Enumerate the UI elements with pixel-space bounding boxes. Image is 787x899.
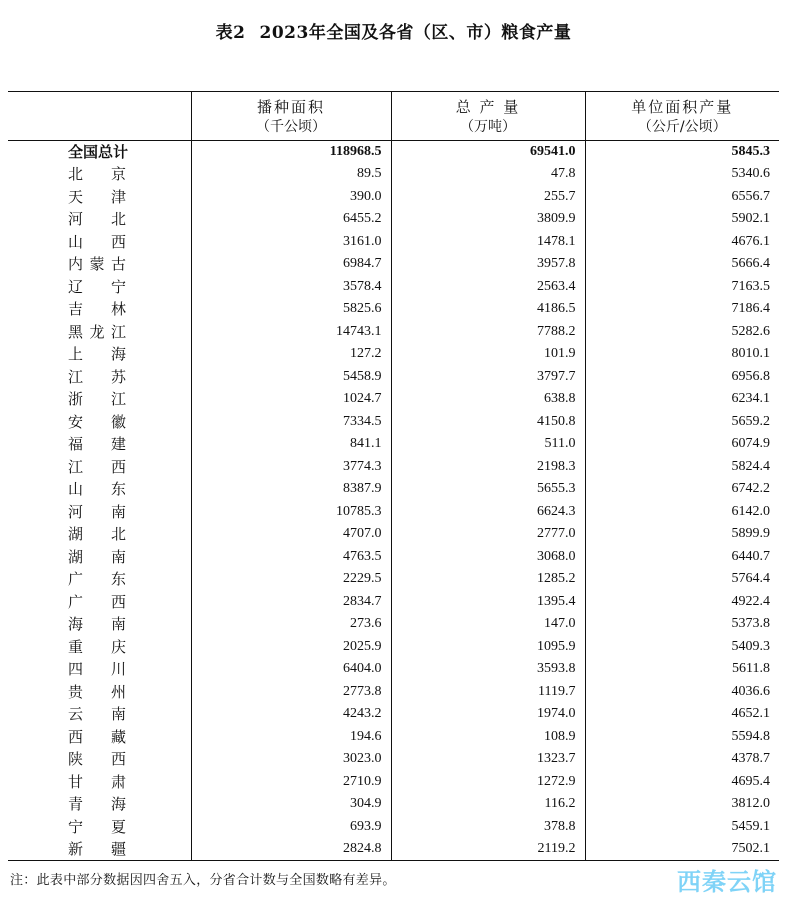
area-cell: 841.1 xyxy=(191,433,391,456)
area-cell: 6455.2 xyxy=(191,208,391,231)
table-title xyxy=(0,18,787,43)
region-name-cell xyxy=(8,681,191,704)
table-row xyxy=(8,703,779,726)
area-cell: 2834.7 xyxy=(191,591,391,614)
region-name-cell xyxy=(8,298,191,321)
output-cell: 1395.4 xyxy=(391,591,585,614)
output-cell: 2563.4 xyxy=(391,276,585,299)
yield-cell: 5340.6 xyxy=(585,163,779,186)
table-row xyxy=(8,793,779,816)
table-row xyxy=(8,253,779,276)
area-cell: 390.0 xyxy=(191,186,391,209)
yield-cell: 6440.7 xyxy=(585,546,779,569)
table-row xyxy=(8,748,779,771)
yield-cell: 5611.8 xyxy=(585,658,779,681)
region-name-cell xyxy=(8,231,191,254)
table-row xyxy=(8,658,779,681)
region-name-cell xyxy=(8,546,191,569)
region-name-cell xyxy=(8,141,191,164)
yield-cell: 6742.2 xyxy=(585,478,779,501)
region-name: 黑龙江 xyxy=(68,322,126,341)
region-name: 上海 xyxy=(68,345,126,364)
output-cell: 1285.2 xyxy=(391,568,585,591)
output-cell: 2119.2 xyxy=(391,838,585,861)
region-name: 海南 xyxy=(68,615,126,634)
region-name: 新疆 xyxy=(68,840,126,858)
region-name-cell xyxy=(8,478,191,501)
area-cell: 4243.2 xyxy=(191,703,391,726)
output-cell: 1478.1 xyxy=(391,231,585,254)
region-name: 辽宁 xyxy=(68,277,126,296)
area-cell: 693.9 xyxy=(191,816,391,839)
area-cell: 3023.0 xyxy=(191,748,391,771)
region-name: 山西 xyxy=(68,232,126,251)
area-cell: 5458.9 xyxy=(191,366,391,389)
table-row xyxy=(8,501,779,524)
area-cell: 10785.3 xyxy=(191,501,391,524)
yield-cell: 5594.8 xyxy=(585,726,779,749)
area-cell: 127.2 xyxy=(191,343,391,366)
yield-cell: 5902.1 xyxy=(585,208,779,231)
output-cell: 4186.5 xyxy=(391,298,585,321)
yield-cell: 5659.2 xyxy=(585,411,779,434)
region-name: 湖北 xyxy=(68,525,126,544)
table-row xyxy=(8,591,779,614)
region-name-cell xyxy=(8,816,191,839)
output-cell: 1974.0 xyxy=(391,703,585,726)
yield-cell: 7186.4 xyxy=(585,298,779,321)
output-cell: 1272.9 xyxy=(391,771,585,794)
yield-cell: 7502.1 xyxy=(585,838,779,861)
table-row xyxy=(8,726,779,749)
region-name: 广西 xyxy=(68,592,126,611)
footnote: 注：此表中部分数据因四舍五入，分省合计数与全国数略有差异。 xyxy=(10,873,396,888)
yield-cell: 5459.1 xyxy=(585,816,779,839)
yield-cell: 6956.8 xyxy=(585,366,779,389)
table-row xyxy=(8,411,779,434)
area-cell: 89.5 xyxy=(191,163,391,186)
region-name-cell xyxy=(8,343,191,366)
table-row-total xyxy=(8,141,779,164)
area-cell: 3578.4 xyxy=(191,276,391,299)
yield-cell: 4378.7 xyxy=(585,748,779,771)
output-cell: 638.8 xyxy=(391,388,585,411)
table-row xyxy=(8,276,779,299)
area-cell: 1024.7 xyxy=(191,388,391,411)
yield-cell: 6142.0 xyxy=(585,501,779,524)
table-row xyxy=(8,613,779,636)
output-cell: 3068.0 xyxy=(391,546,585,569)
area-cell: 3161.0 xyxy=(191,231,391,254)
header-yield xyxy=(585,92,779,141)
header-region xyxy=(8,92,191,141)
output-cell: 1323.7 xyxy=(391,748,585,771)
output-cell: 3809.9 xyxy=(391,208,585,231)
region-name: 青海 xyxy=(68,795,126,814)
region-name-cell xyxy=(8,636,191,659)
output-cell: 3797.7 xyxy=(391,366,585,389)
output-cell: 69541.0 xyxy=(391,141,585,164)
area-cell: 2773.8 xyxy=(191,681,391,704)
region-name-cell xyxy=(8,703,191,726)
region-name: 江西 xyxy=(68,457,126,476)
output-cell: 108.9 xyxy=(391,726,585,749)
table-number: 表2 xyxy=(215,23,246,43)
region-name-cell xyxy=(8,726,191,749)
table-row xyxy=(8,321,779,344)
table-title-text: 2023年全国及各省（区、市）粮食产量 xyxy=(259,23,572,43)
table-row xyxy=(8,208,779,231)
region-name: 浙江 xyxy=(68,390,126,409)
region-name: 甘肃 xyxy=(68,772,126,791)
region-name-cell xyxy=(8,433,191,456)
area-cell: 5825.6 xyxy=(191,298,391,321)
region-name: 天津 xyxy=(68,187,126,206)
region-name-cell xyxy=(8,523,191,546)
output-cell: 1095.9 xyxy=(391,636,585,659)
table-row xyxy=(8,163,779,186)
yield-cell: 5899.9 xyxy=(585,523,779,546)
table-row xyxy=(8,546,779,569)
table-row xyxy=(8,298,779,321)
table-row xyxy=(8,636,779,659)
yield-cell: 5282.6 xyxy=(585,321,779,344)
header-yield-unit: （公斤/公顷） xyxy=(637,119,727,135)
output-cell: 1119.7 xyxy=(391,681,585,704)
region-name: 吉林 xyxy=(68,300,126,319)
region-name-cell xyxy=(8,366,191,389)
area-cell: 194.6 xyxy=(191,726,391,749)
output-cell: 5655.3 xyxy=(391,478,585,501)
output-cell: 3957.8 xyxy=(391,253,585,276)
grain-output-table xyxy=(8,91,779,861)
output-cell: 7788.2 xyxy=(391,321,585,344)
yield-cell: 4695.4 xyxy=(585,771,779,794)
output-cell: 147.0 xyxy=(391,613,585,636)
region-name-cell xyxy=(8,658,191,681)
header-yield-label: 单位面积产量 xyxy=(631,98,734,116)
region-name: 河南 xyxy=(68,502,126,521)
area-cell: 2710.9 xyxy=(191,771,391,794)
region-name: 陕西 xyxy=(68,750,126,769)
header-output-label: 总 产 量 xyxy=(455,98,521,116)
region-name: 贵州 xyxy=(68,682,126,701)
region-name: 北京 xyxy=(68,165,126,184)
region-name-cell xyxy=(8,456,191,479)
header-output xyxy=(391,92,585,141)
area-cell: 4763.5 xyxy=(191,546,391,569)
yield-cell: 5824.4 xyxy=(585,456,779,479)
area-cell: 273.6 xyxy=(191,613,391,636)
table-row xyxy=(8,478,779,501)
region-name: 内蒙古 xyxy=(68,255,126,274)
table-row xyxy=(8,523,779,546)
output-cell: 4150.8 xyxy=(391,411,585,434)
output-cell: 255.7 xyxy=(391,186,585,209)
area-cell: 2229.5 xyxy=(191,568,391,591)
output-cell: 511.0 xyxy=(391,433,585,456)
output-cell: 116.2 xyxy=(391,793,585,816)
area-cell: 304.9 xyxy=(191,793,391,816)
region-name: 西藏 xyxy=(68,727,126,746)
yield-cell: 3812.0 xyxy=(585,793,779,816)
area-cell: 8387.9 xyxy=(191,478,391,501)
yield-cell: 8010.1 xyxy=(585,343,779,366)
area-cell: 6984.7 xyxy=(191,253,391,276)
yield-cell: 5845.3 xyxy=(585,141,779,164)
region-name: 四川 xyxy=(68,660,126,679)
table-row xyxy=(8,771,779,794)
table-row xyxy=(8,343,779,366)
region-name-cell xyxy=(8,613,191,636)
region-name: 福建 xyxy=(68,435,126,454)
yield-cell: 4036.6 xyxy=(585,681,779,704)
area-cell: 118968.5 xyxy=(191,141,391,164)
region-name: 江苏 xyxy=(68,367,126,386)
region-name-cell xyxy=(8,793,191,816)
region-name: 安徽 xyxy=(68,412,126,431)
header-row xyxy=(8,92,779,141)
region-name: 广东 xyxy=(68,570,126,589)
header-area xyxy=(191,92,391,141)
area-cell: 6404.0 xyxy=(191,658,391,681)
region-name-cell xyxy=(8,748,191,771)
yield-cell: 4652.1 xyxy=(585,703,779,726)
header-output-unit: （万吨） xyxy=(460,119,516,135)
region-name-cell xyxy=(8,321,191,344)
yield-cell: 6074.9 xyxy=(585,433,779,456)
region-name-cell xyxy=(8,591,191,614)
table-row xyxy=(8,816,779,839)
area-cell: 3774.3 xyxy=(191,456,391,479)
area-cell: 4707.0 xyxy=(191,523,391,546)
area-cell: 14743.1 xyxy=(191,321,391,344)
yield-cell: 6234.1 xyxy=(585,388,779,411)
output-cell: 101.9 xyxy=(391,343,585,366)
yield-cell: 4922.4 xyxy=(585,591,779,614)
table-row xyxy=(8,388,779,411)
region-name-cell xyxy=(8,838,191,861)
table-row xyxy=(8,568,779,591)
region-name: 宁夏 xyxy=(68,817,126,836)
region-name: 重庆 xyxy=(68,637,126,656)
region-name-cell xyxy=(8,501,191,524)
region-name: 湖南 xyxy=(68,547,126,566)
region-name-cell xyxy=(8,568,191,591)
output-cell: 6624.3 xyxy=(391,501,585,524)
output-cell: 3593.8 xyxy=(391,658,585,681)
yield-cell: 5764.4 xyxy=(585,568,779,591)
region-name: 全国总计 xyxy=(68,143,129,161)
region-name-cell xyxy=(8,276,191,299)
area-cell: 2824.8 xyxy=(191,838,391,861)
table-row xyxy=(8,186,779,209)
yield-cell: 6556.7 xyxy=(585,186,779,209)
area-cell: 2025.9 xyxy=(191,636,391,659)
region-name-cell xyxy=(8,253,191,276)
table-row xyxy=(8,838,779,861)
output-cell: 378.8 xyxy=(391,816,585,839)
yield-cell: 5373.8 xyxy=(585,613,779,636)
yield-cell: 5409.3 xyxy=(585,636,779,659)
yield-cell: 7163.5 xyxy=(585,276,779,299)
region-name-cell xyxy=(8,163,191,186)
output-cell: 2198.3 xyxy=(391,456,585,479)
output-cell: 47.8 xyxy=(391,163,585,186)
table-row xyxy=(8,433,779,456)
table-row xyxy=(8,681,779,704)
table-body xyxy=(8,141,779,861)
region-name: 云南 xyxy=(68,705,126,724)
header-area-unit: （千公顷） xyxy=(256,119,326,135)
table-row xyxy=(8,231,779,254)
region-name-cell xyxy=(8,411,191,434)
yield-cell: 5666.4 xyxy=(585,253,779,276)
area-cell: 7334.5 xyxy=(191,411,391,434)
region-name: 河北 xyxy=(68,210,126,229)
yield-cell: 4676.1 xyxy=(585,231,779,254)
watermark-logo: 西秦云馆 xyxy=(677,868,777,896)
header-area-label: 播种面积 xyxy=(256,98,325,116)
table-row xyxy=(8,366,779,389)
region-name-cell xyxy=(8,186,191,209)
output-cell: 2777.0 xyxy=(391,523,585,546)
region-name-cell xyxy=(8,388,191,411)
region-name-cell xyxy=(8,771,191,794)
region-name-cell xyxy=(8,208,191,231)
region-name: 山东 xyxy=(68,480,126,499)
table-row xyxy=(8,456,779,479)
